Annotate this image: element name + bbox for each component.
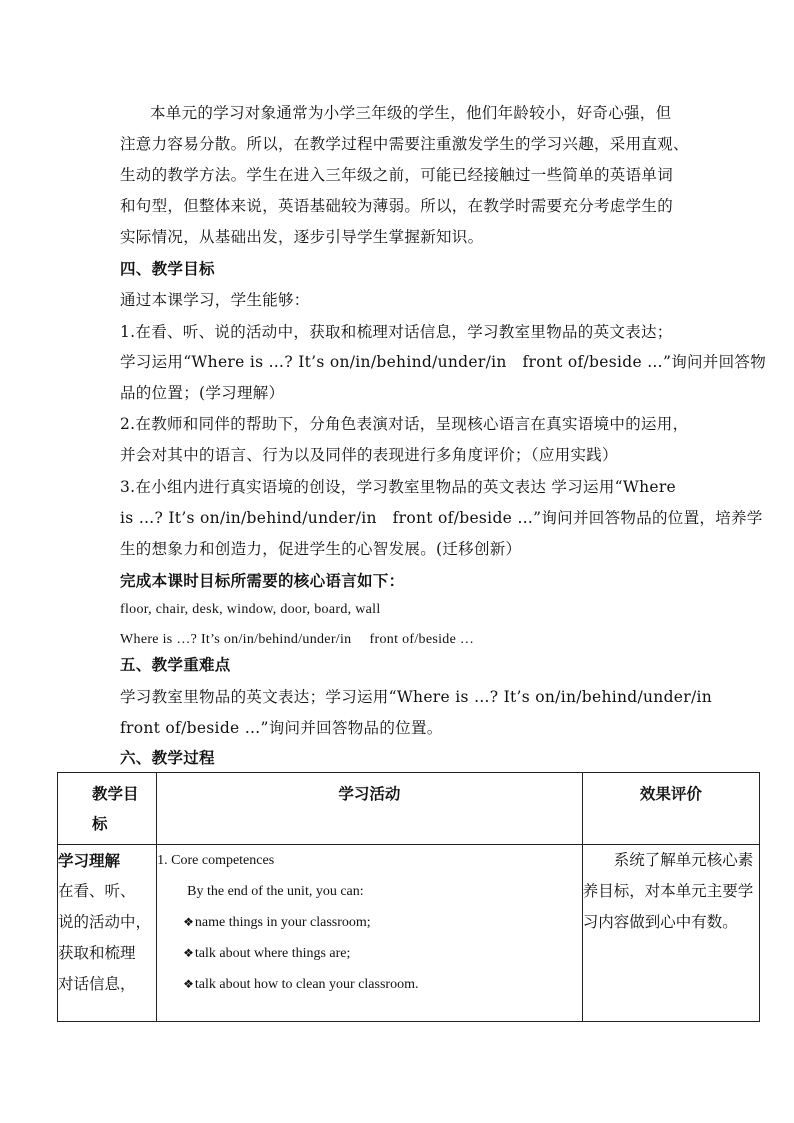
core-language-heading: 完成本课时目标所需要的核心语言如下： bbox=[120, 571, 405, 590]
activity-bullet-3 bbox=[157, 969, 582, 1000]
objective-line-8: 生的想象力和创造力，促进学生的心智发展。(迁移创新） bbox=[120, 540, 522, 558]
diamond-bullet-icon: ❖ bbox=[183, 946, 194, 960]
diamond-bullet-icon: ❖ bbox=[183, 977, 194, 991]
activity-bullet-text: talk about how to clean your classroom. bbox=[194, 977, 419, 992]
evaluation-cell bbox=[582, 845, 759, 1022]
objective-line-3: 品的位置；(学习理解） bbox=[120, 384, 285, 402]
activity-title: 1. Core competences bbox=[157, 853, 275, 868]
objective-line-7: is …? It’s on/in/behind/under/in front of/beside …”询问并回答物品的位置，培养学 bbox=[120, 509, 763, 527]
intro-line-1: 本单元的学习对象通常为小学三年级的学生，他们年龄较小，好奇心强，但 bbox=[150, 104, 672, 122]
intro-line-5: 实际情况，从基础出发，逐步引导学生掌握新知识。 bbox=[120, 228, 484, 246]
teaching-process-table bbox=[57, 772, 760, 1022]
activity-bullet-text: talk about where things are; bbox=[194, 946, 351, 961]
intro-line-2: 注意力容易分散。所以，在教学过程中需要注重激发学生的学习兴趣，采用直观、 bbox=[120, 135, 689, 153]
section6-heading: 六、教学过程 bbox=[120, 748, 215, 767]
objective-line-1: 1.在看、听、说的活动中，获取和梳理对话信息，学习教室里物品的英文表达； bbox=[120, 323, 673, 341]
goal-line-1: 在看、听、 bbox=[58, 882, 136, 900]
key-point-line-2: front of/beside …”询问并回答物品的位置。 bbox=[120, 719, 443, 737]
core-words: floor, chair, desk, window, door, board, wall bbox=[120, 602, 381, 617]
intro-line-4: 和句型，但整体来说，英语基础较为薄弱。所以，在教学时需要充分考虑学生的 bbox=[120, 197, 674, 215]
goal-line-4: 对话信息， bbox=[58, 975, 136, 993]
header-activity: 学习活动 bbox=[338, 784, 401, 803]
objective-line-5: 并会对其中的语言、行为以及同伴的表现进行多角度评价；（应用实践） bbox=[120, 446, 618, 464]
key-point-line-1: 学习教室里物品的英文表达；学习运用“Where is …? It’s on/in/behind/under/in bbox=[120, 688, 713, 706]
section4-intro: 通过本课学习，学生能够： bbox=[120, 291, 310, 309]
goal-line-3: 获取和梳理 bbox=[58, 944, 136, 962]
intro-line-3: 生动的教学方法。学生在进入三年级之前，可能已经接触过一些简单的英语单词 bbox=[120, 166, 674, 184]
header-goal: 教学目标 bbox=[92, 784, 139, 833]
table-row bbox=[58, 845, 760, 1022]
activity-cell bbox=[157, 845, 583, 1022]
activity-bullet-2 bbox=[157, 938, 582, 969]
objective-line-2: 学习运用“Where is …? It’s on/in/behind/under/in front of/beside …”询问并回答物 bbox=[120, 353, 767, 371]
activity-intro: By the end of the unit, you can: bbox=[187, 884, 364, 899]
diamond-bullet-icon: ❖ bbox=[183, 915, 194, 929]
objective-line-4: 2.在教师和同伴的帮助下，分角色表演对话，呈现核心语言在真实语境中的运用， bbox=[120, 415, 689, 433]
table-header-row bbox=[58, 773, 760, 845]
goal-line-2: 说的活动中， bbox=[58, 913, 152, 931]
header-evaluation: 效果评价 bbox=[639, 784, 702, 803]
section4-heading: 四、教学目标 bbox=[120, 259, 215, 278]
core-sentence: Where is …? It’s on/in/behind/under/in front of/beside … bbox=[120, 632, 475, 647]
goal-cell bbox=[58, 845, 157, 1022]
activity-bullet-1 bbox=[157, 907, 582, 938]
evaluation-text: 系统了解单元核心素养目标，对本单元主要学习内容做到心中有数。 bbox=[582, 851, 754, 931]
goal-label: 学习理解 bbox=[58, 851, 121, 870]
activity-bullet-text: name things in your classroom; bbox=[194, 915, 371, 930]
objective-line-6: 3.在小组内进行真实语境的创设，学习教室里物品的英文表达 学习运用“Where bbox=[120, 478, 677, 496]
section5-heading: 五、教学重难点 bbox=[120, 655, 231, 674]
